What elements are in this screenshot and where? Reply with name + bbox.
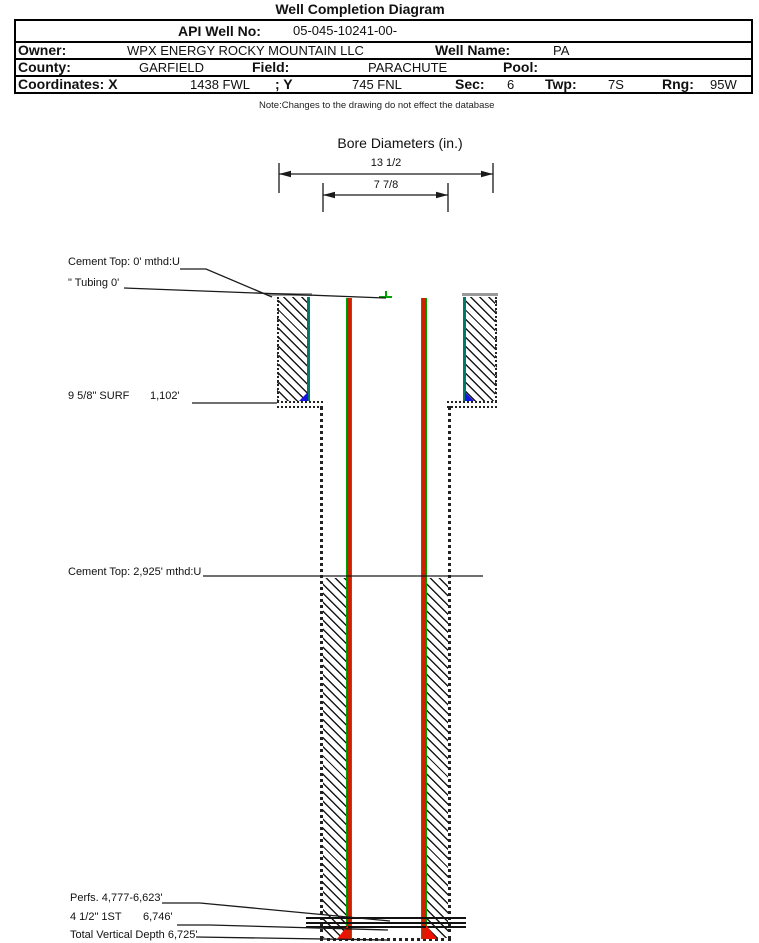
rng-label: Rng: bbox=[662, 76, 694, 92]
y-coordinate-value: 745 FNL bbox=[352, 77, 402, 92]
rng-value: 95W bbox=[710, 77, 737, 92]
field-label: Field: bbox=[252, 59, 290, 75]
pool-label: Pool: bbox=[503, 59, 538, 75]
county-label: County: bbox=[18, 59, 71, 75]
x-coordinate-value: 1438 FWL bbox=[190, 77, 250, 92]
dim-arrow-left bbox=[279, 171, 291, 177]
owner-label: Owner: bbox=[18, 42, 67, 58]
perforation-line bbox=[306, 926, 466, 928]
surface-casing-size: 9 5/8" SURF bbox=[68, 390, 130, 402]
field-value: PARACHUTE bbox=[368, 60, 448, 75]
leader-tubing bbox=[124, 288, 386, 298]
production-casing-depth: 6,746' bbox=[143, 911, 173, 923]
sec-value: 6 bbox=[507, 77, 515, 92]
borehole-step-right bbox=[447, 401, 497, 408]
table-row-county bbox=[16, 60, 751, 77]
sec-label: Sec: bbox=[455, 76, 485, 92]
surface-casing-cap-right bbox=[462, 293, 498, 296]
leader-cement-top-surface bbox=[180, 269, 272, 297]
surface-casing-cap-left bbox=[267, 293, 312, 296]
api-label: API Well No: bbox=[178, 23, 261, 39]
cement-top-production-label: Cement Top: 2,925' mthd:U bbox=[68, 566, 202, 578]
surface-casing-cement-left bbox=[277, 297, 310, 402]
table-row-owner bbox=[16, 43, 751, 60]
twp-label: Twp: bbox=[545, 76, 577, 92]
inner-bore-diameter-label: 7 7/8 bbox=[373, 179, 399, 191]
surface-casing-cement-right bbox=[463, 297, 497, 402]
production-cement-right bbox=[427, 578, 448, 938]
total-vertical-depth-label: Total Vertical Depth 6,725' bbox=[70, 929, 198, 941]
production-casing-string-left bbox=[346, 298, 352, 939]
production-casing-label bbox=[70, 911, 173, 923]
table-row-coordinates bbox=[16, 77, 751, 92]
api-value: 05-045-10241-00- bbox=[293, 23, 398, 38]
borehole-wall-right bbox=[448, 406, 451, 940]
outer-bore-diameter-label: 13 1/2 bbox=[370, 157, 402, 169]
y-coordinate-label: ; Y bbox=[275, 76, 293, 92]
coordinates-label: Coordinates: X bbox=[18, 76, 118, 92]
perforation-line bbox=[306, 917, 466, 919]
surface-casing-label bbox=[68, 390, 180, 402]
tubing-label: " Tubing 0' bbox=[68, 277, 120, 289]
perforations-label: Perfs. 4,777-6,623' bbox=[70, 892, 163, 904]
owner-value: WPX ENERGY ROCKY MOUNTAIN LLC bbox=[127, 43, 364, 58]
cement-top-surface-label: Cement Top: 0' mthd:U bbox=[68, 256, 180, 268]
bore-diameters-title: Bore Diameters (in.) bbox=[337, 135, 463, 151]
dim-arrow-right bbox=[481, 171, 493, 177]
twp-value: 7S bbox=[608, 77, 624, 92]
well-name-label: Well Name: bbox=[435, 42, 511, 58]
perforation-line bbox=[306, 922, 466, 924]
table-row-api bbox=[16, 21, 751, 43]
county-value: GARFIELD bbox=[139, 60, 205, 75]
production-cement-left bbox=[323, 578, 346, 938]
well-name-value: PA bbox=[553, 43, 570, 58]
dim-arrow-right bbox=[436, 192, 448, 198]
well-info-table bbox=[14, 19, 753, 94]
tubing-top-marker-stub bbox=[385, 291, 387, 298]
dim-arrow-left bbox=[323, 192, 335, 198]
page-title: Well Completion Diagram bbox=[275, 1, 445, 17]
surface-casing-depth: 1,102' bbox=[150, 390, 180, 402]
production-casing-size: 4 1/2" 1ST bbox=[70, 911, 122, 923]
borehole-step-left bbox=[277, 401, 323, 408]
database-note: Note:Changes to the drawing do not effect the database bbox=[259, 100, 495, 111]
production-casing-string-right bbox=[421, 298, 427, 939]
